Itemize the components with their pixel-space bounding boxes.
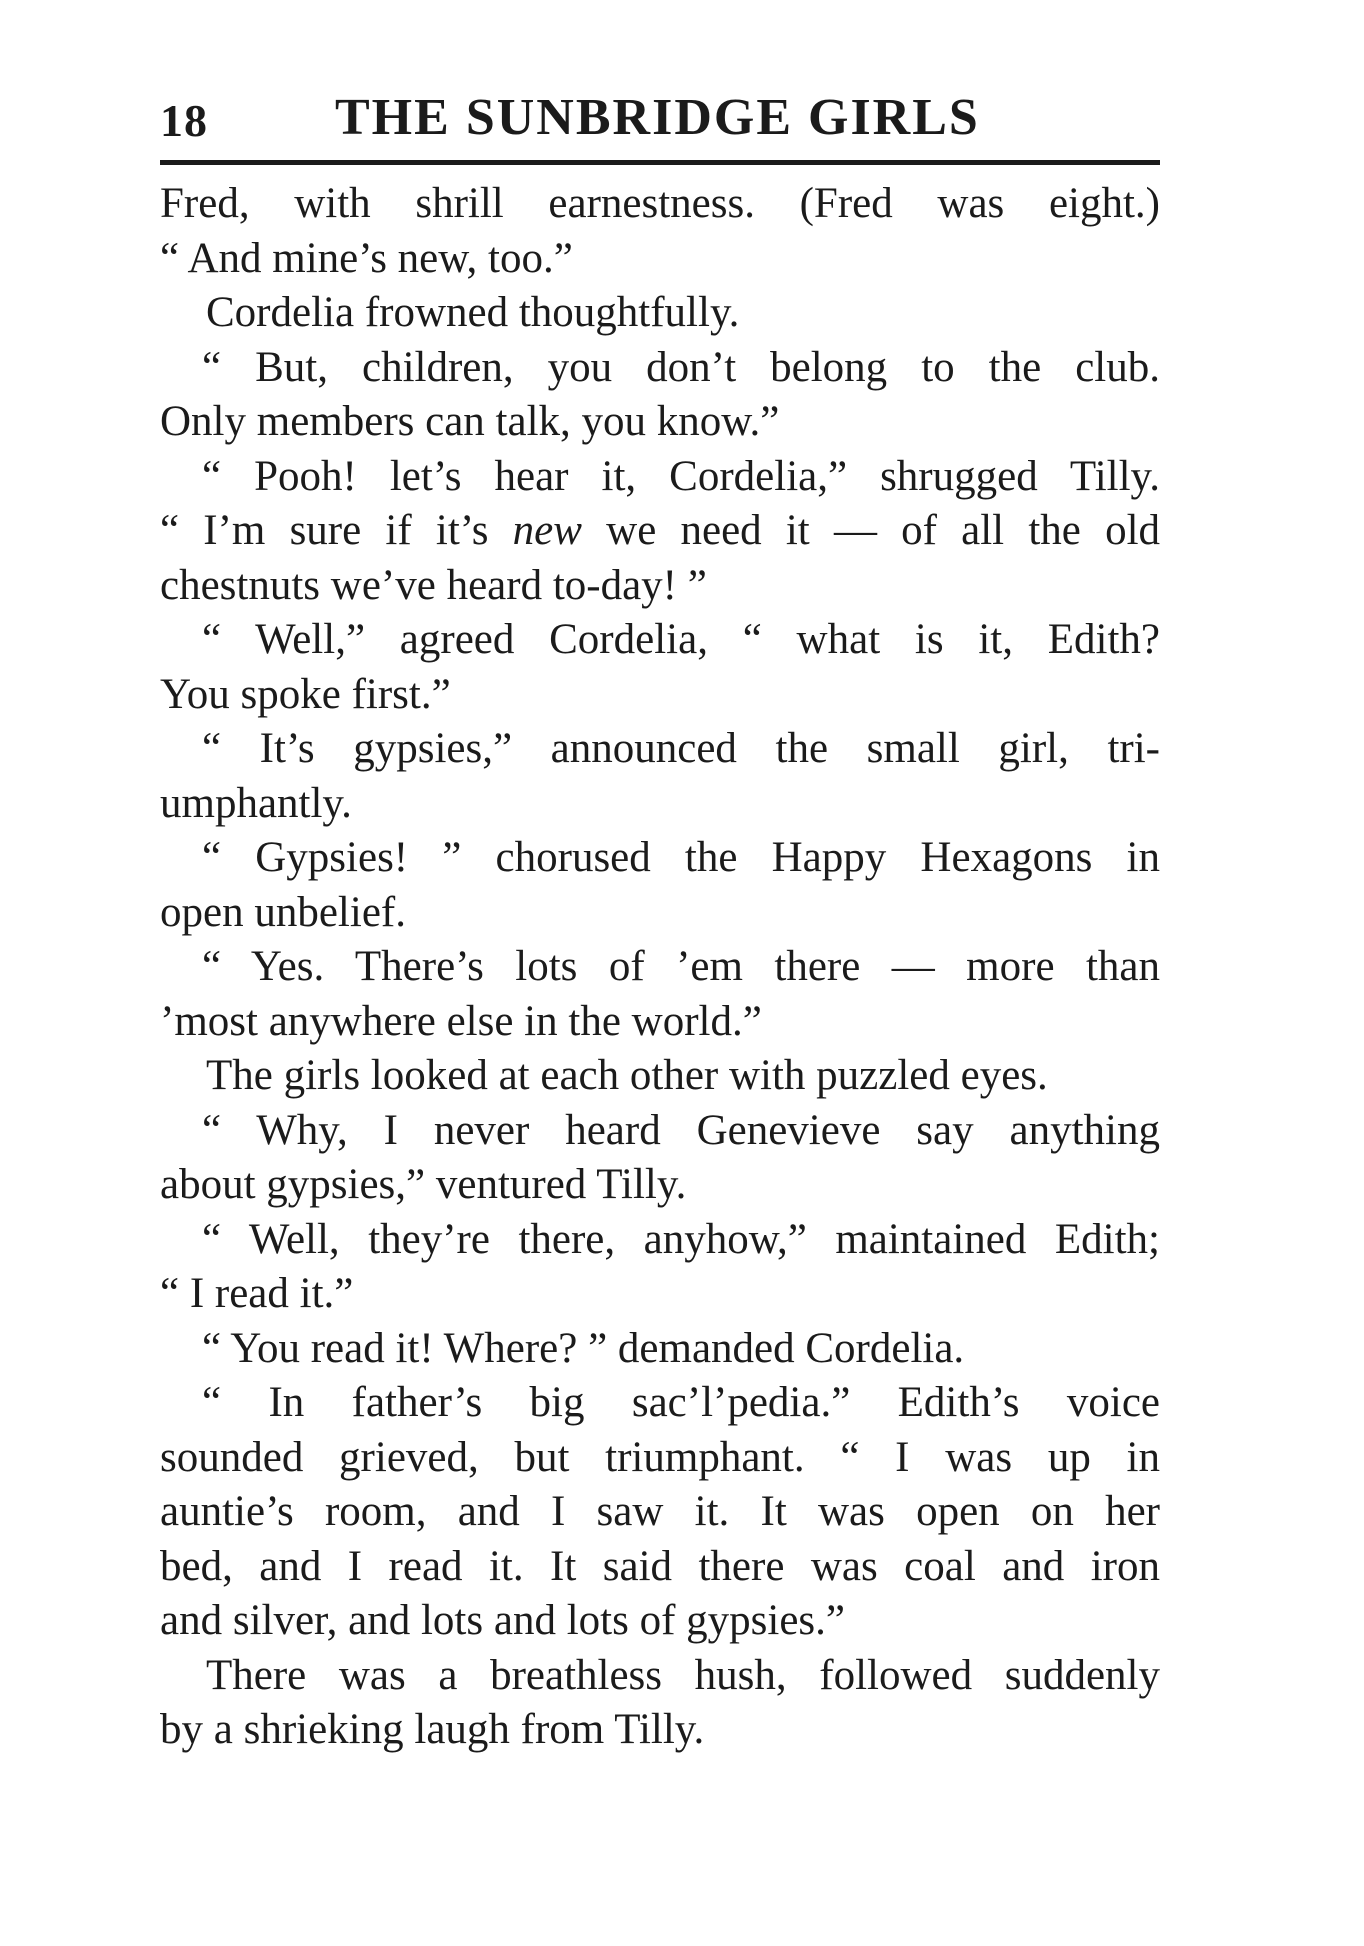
text-line: open unbelief. (160, 888, 406, 936)
body-text (160, 177, 1160, 1758)
text-line: There was a breathless hush, followed suddenly (206, 1651, 1160, 1699)
text-line: about gypsies,” ventured Tilly. (160, 1161, 687, 1208)
text-line: chestnuts we’ve heard to-day! ” (160, 561, 707, 609)
text-line: “ In father’s big sac’l’pedia.” Edith’s voice (202, 1379, 1160, 1426)
text-line: by a shrieking laugh from Tilly. (160, 1706, 705, 1753)
text-segment: we need it — of all the old (606, 507, 1161, 554)
text-line: The girls looked at each other with puzzled eyes. (206, 1052, 1048, 1099)
text-line: “ Well,” agreed Cordelia, “ what is it, Edith? (202, 616, 1160, 663)
text-segment: “ I’m sure if it’s (160, 507, 489, 554)
text-line: “ Gypsies! ” chorused the Happy Hexagons in (202, 834, 1160, 881)
text-line: “ You read it! Where? ” demanded Cordelia. (202, 1324, 965, 1372)
text-line: “ Yes. There’s lots of ’em there — more than (202, 943, 1160, 990)
text-line: Cordelia frowned thoughtfully. (206, 289, 740, 336)
text-line: umphantly. (160, 779, 352, 827)
text-line: “ I read it.” (160, 1270, 354, 1317)
text-line: “ Pooh! let’s hear it, Cordelia,” shrugged Tilly. (202, 452, 1160, 500)
text-line: and silver, and lots and lots of gypsies.” (160, 1597, 845, 1644)
text-line: sounded grieved, but triumphant. “ I was up in (160, 1433, 1160, 1481)
text-line: “ But, children, you don’t belong to the club. (202, 343, 1160, 391)
page-number: 18 (160, 95, 208, 146)
text-line: auntie’s room, and I saw it. It was open on her (160, 1488, 1160, 1535)
text-line: Only members can talk, you know.” (160, 398, 780, 445)
text-line: “ And mine’s new, too.” (160, 234, 573, 282)
text-line: “ Why, I never heard Genevieve say anything (202, 1106, 1160, 1154)
book-page (160, 88, 1160, 1758)
text-line (160, 504, 1160, 559)
running-title: THE SUNBRIDGE GIRLS (335, 89, 980, 146)
text-line: bed, and I read it. It said there was coal and iron (160, 1542, 1160, 1590)
text-line: “ Well, they’re there, anyhow,” maintained Edith; (202, 1215, 1160, 1263)
page-header (160, 88, 1160, 158)
text-line: Fred, with shrill earnestness. (Fred was eight.) (160, 180, 1160, 227)
text-line: “ It’s gypsies,” announced the small girl, tri- (202, 725, 1160, 772)
text-line: ’most anywhere else in the world.” (160, 997, 762, 1045)
header-rule (160, 160, 1160, 165)
emphasis-word: new (512, 507, 582, 554)
text-line: You spoke first.” (160, 670, 451, 718)
